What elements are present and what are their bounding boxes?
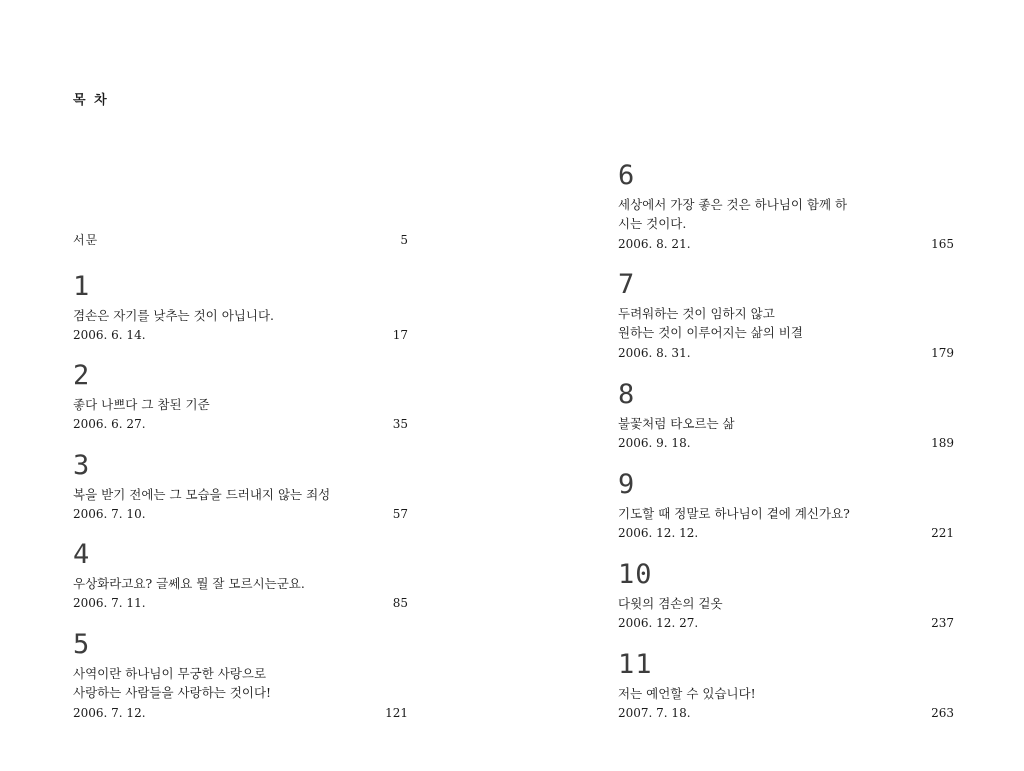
entry-page-number: 179 [931, 346, 954, 360]
entry-title [618, 304, 853, 342]
entry-page-number: 17 [392, 328, 408, 342]
entry-title: 우상화라고요? 글쎄요 뭘 잘 모르시는군요. [73, 576, 305, 591]
toc-entry-preface[interactable] [73, 231, 408, 249]
chapter-number: 1 [73, 271, 91, 302]
entry-title-line: 사랑하는 사람들을 사랑하는 것이다! [73, 685, 272, 700]
entry-page-number: 35 [392, 417, 408, 431]
entry-page-number: 85 [392, 596, 408, 610]
entry-title: 겸손은 자기를 낮추는 것이 아닙니다. [73, 308, 274, 323]
entry-title: 좋다 나쁘다 그 참된 기준 [73, 397, 210, 412]
entry-title: 불꽃처럼 타오르는 삶 [618, 416, 735, 431]
chapter-number: 10 [618, 559, 653, 590]
entry-date: 2006. 8. 31. [618, 346, 691, 360]
chapter-number: 8 [618, 379, 636, 410]
entry-page-number: 189 [931, 436, 954, 450]
chapter-number: 11 [618, 649, 653, 680]
entry-title-line: 원하는 것이 이루어지는 삶의 비결 [618, 325, 803, 340]
entry-title-line: 시는 것이다. [618, 216, 687, 231]
entry-title: 기도할 때 정말로 하나님이 곁에 계신가요? [618, 506, 850, 521]
entry-page-number: 237 [931, 616, 954, 630]
entry-page-number: 165 [931, 237, 954, 251]
entry-date: 2006. 12. 12. [618, 526, 699, 540]
entry-title-line: 세상에서 가장 좋은 것은 하나님이 함께 하 [618, 197, 848, 212]
entry-title: 다윗의 겸손의 겉옷 [618, 596, 723, 611]
entry-title: 서문 [73, 233, 99, 247]
entry-page-number: 5 [400, 233, 408, 247]
entry-title-line: 두려워하는 것이 임하지 않고 [618, 306, 775, 321]
chapter-number: 9 [618, 469, 636, 500]
entry-page-number: 263 [931, 706, 954, 720]
entry-title-line: 사역이란 하나님이 무궁한 사랑으로 [73, 666, 267, 681]
entry-page-number: 221 [931, 526, 954, 540]
entry-date: 2006. 6. 27. [73, 417, 146, 431]
chapter-number: 3 [73, 450, 91, 481]
chapter-number: 6 [618, 160, 636, 191]
toc-heading: 목 차 [73, 93, 109, 108]
entry-date: 2006. 9. 18. [618, 436, 691, 450]
entry-page-number: 121 [385, 706, 408, 720]
entry-title [618, 195, 853, 233]
entry-date: 2006. 7. 12. [73, 706, 146, 720]
entry-date: 2006. 6. 14. [73, 328, 146, 342]
entry-date: 2006. 8. 21. [618, 237, 691, 251]
entry-date: 2006. 7. 11. [73, 596, 146, 610]
entry-page-number: 57 [392, 507, 408, 521]
entry-date: 2006. 12. 27. [618, 616, 699, 630]
entry-date: 2007. 7. 18. [618, 706, 691, 720]
chapter-number: 4 [73, 539, 91, 570]
chapter-number: 5 [73, 629, 91, 660]
entry-title: 저는 예언할 수 있습니다! [618, 686, 756, 701]
entry-title [73, 664, 308, 702]
entry-date: 2006. 7. 10. [73, 507, 146, 521]
chapter-number: 2 [73, 360, 91, 391]
chapter-number: 7 [618, 269, 636, 300]
entry-title: 복을 받기 전에는 그 모습을 드러내지 않는 죄성 [73, 487, 331, 502]
